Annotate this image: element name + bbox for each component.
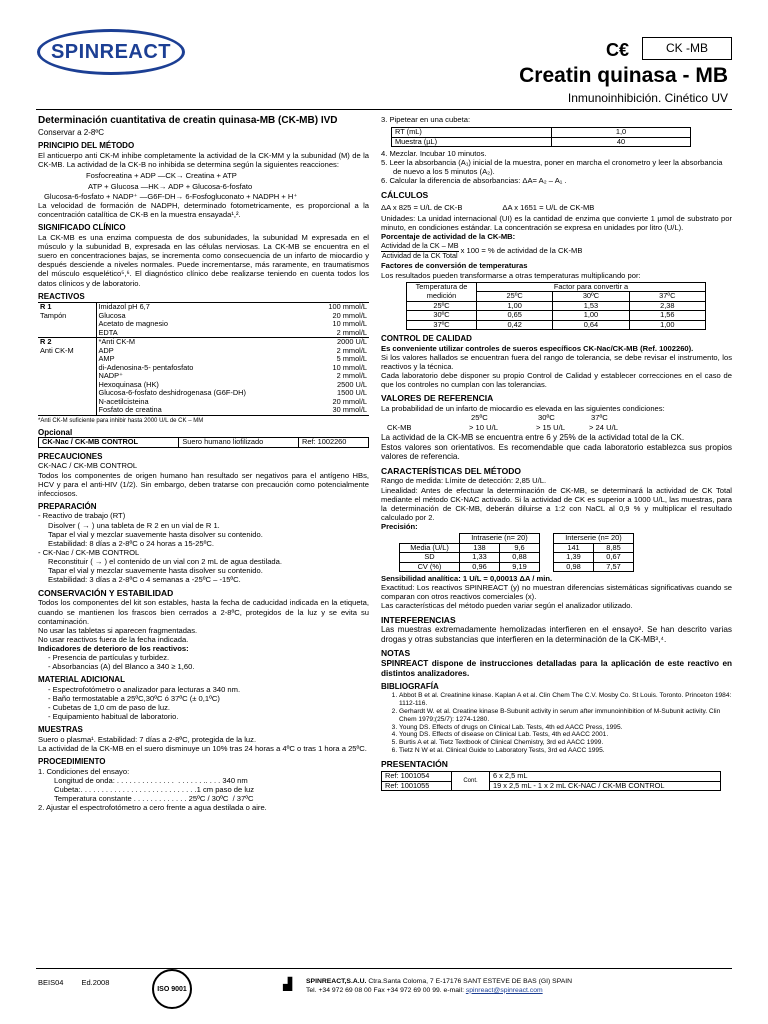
pip-value: 1,0 — [552, 128, 691, 138]
header-divider — [36, 109, 732, 110]
reagent-component: EDTA — [96, 329, 309, 338]
precauciones-heading: PRECAUCIONES — [38, 451, 103, 461]
control-text: Si los valores hallados se encuentran fuera del rango de tolerancia, se debe revisar el instrumento, los reactivos y la técnica. Cada laboratorio debe disponer su propio Control de Calidad y establecer correcciones en el caso de que los controles no cumplan con las tolerancias. — [381, 352, 732, 390]
prep-line: Estabilidad: 3 días a 2-8ºC o 4 semanas a -25ºC – -15ºC. — [48, 575, 241, 585]
reagent-component: Acetato de magnesio — [96, 320, 309, 329]
notas-heading: NOTAS — [381, 648, 411, 659]
temp-col: 37ºC — [629, 292, 705, 302]
reagent-type: Tampón — [40, 310, 67, 320]
list-item: - Absorbancias (A) del Blanco a 340 ≥ 1,60. — [48, 662, 369, 671]
list-item: 1. Abbot B et al. Creatinine kinase. Kaplan A et al. Clin Chem The C.V. Mosby Co. St Louis. Toronto. Princeton 1984: 1112-116. — [399, 692, 732, 708]
conservacion-heading: CONSERVACIÓN Y ESTABILIDAD — [38, 588, 174, 599]
doc-title: Determinación cuantitativa de creatin quinasa-MB (CK-MB) IVD — [38, 115, 338, 126]
reagent-concentration: 5 mmol/L — [336, 354, 367, 364]
temperature-table — [406, 282, 706, 331]
reagent-concentration: 20 mmol/L — [332, 310, 367, 320]
fraction-denominator: Actividad de la CK Total — [381, 250, 458, 260]
opcional-desc: Suero humano liofilizado — [179, 438, 299, 448]
caracteristicas-heading: CARACTERÍSTICAS DEL MÉTODO — [381, 466, 521, 477]
reagent-label — [38, 312, 96, 321]
ref-value: > 15 U/L — [536, 422, 565, 432]
temp-cell: 0,64 — [553, 320, 629, 330]
ref-value: > 24 U/L — [589, 422, 618, 432]
prec-head: Intraserie (n= 20) — [460, 534, 540, 544]
interferencias-text: Las muestras extremadamente hemolizadas interfieren en el ensayo². Se han descrito varias drogas y otras substancias que interfieren en la determinación de la CK-MB³,⁴. — [381, 624, 732, 644]
prep-line: Reconstituir ( → ) el contenido de un vial con 2 mL de agua destilada. — [48, 556, 282, 566]
bibliografia-list — [381, 692, 732, 755]
list-item: - Baño termostatable a 25ºC,30ºC ó 37ºC (± 0,1ºC) — [48, 694, 369, 703]
temp-cell: 30ºC — [407, 311, 477, 321]
list-item: 3. Young DS. Effects of drugs on Clinical Lab. Tests, 4th ed AACC Press, 1995. — [399, 724, 732, 732]
reagent-concentration: 2 mmol/L — [336, 371, 367, 381]
principio-text-2: La velocidad de formación de NADPH, determinado fotometricamente, es proporcional a la concentración catalítica de CK-B en la muestra ensayada¹,². — [38, 201, 369, 220]
temp-head: Temperatura de medición — [407, 282, 477, 301]
footer-code — [38, 978, 109, 987]
temp-col: 25ºC — [477, 292, 553, 302]
referencia-intro: La probabilidad de un infarto de miocardio es elevada en las siguientes condiciones: — [381, 403, 665, 413]
linealidad-text: Linealidad: Antes de efectuar la determinación de CK-MB, se determinará la actividad de CK Total mediante el método CK-NAC activado. Si la actividad de CK es superior a 1000 U/L, las muestras, para la determinación de CK-MB, deberán diluirse a 1:2 con NaCL al 0,9 % y multiplicar el resultado calculado por 2. — [381, 485, 732, 522]
fraction-numerator: Actividad de la CK – MB — [381, 241, 459, 251]
reagent-component: di-Adenosina-5- pentafosfato — [96, 364, 309, 373]
reagent-concentration: 30 mmol/L — [332, 405, 367, 415]
footer-email-link[interactable]: spinreact@spinreact.com — [465, 986, 543, 994]
list-item: 5. Burtis A et al. Tietz Textbook of Clinical Chemistry, 3rd ed AACC 1999. — [399, 739, 732, 747]
reagent-label — [38, 372, 96, 381]
prec-cell: 0,96 — [460, 562, 500, 572]
exactitud-text: Exactitud: Los reactivos SPINREACT (y) no muestran diferencias sistemáticas significativas cuando se comparan con otros reactivos comerciales (x). Las características del método pueden variar según el analizador utilizado. — [381, 583, 732, 611]
proc-condition: Cubeta:. . . . . . . . . . . . . . . . . . . . . . . . . . . .1 cm paso de luz — [54, 785, 255, 795]
prec-label: CV (%) — [400, 562, 460, 572]
temp-cell: 1,00 — [629, 320, 705, 330]
pres-ref: Ref: 1001055 — [382, 781, 452, 791]
reagent-label — [38, 406, 96, 415]
calc-formulas — [381, 203, 732, 212]
clinico-text: La CK-MB es una enzima compuesta de dos subunidades, la subunidad M expresada en el músculo y la subunidad B, expresada en las células nerviosas. La CK-MB se encuentra en el suero en concentraciones bajas, se incrementa como consecuencia de un infarto de miocardio y después desciende a niveles normales. Puede incrementarse, más raramente, en traumatismos del músculo esquelético⁵,⁶. El diagnóstico clínico debe realizarse teniendo en cuenta todos los datos clínicos y de laboratorio. — [38, 233, 369, 288]
proc-step: 6. Calcular la diferencia de absorbancias: ΔA= A₂ – A₁ . — [381, 176, 567, 186]
right-column — [381, 115, 732, 791]
principio-heading: PRINCIPIO DEL MÉTODO — [38, 141, 135, 151]
porcentaje-heading: Porcentaje de actividad de la CK-MB: — [381, 232, 516, 242]
reagent-component: AMP — [96, 355, 309, 364]
conservacion-text: Todos los componentes del kit son estables, hasta la fecha de caducidad indicada en la etiqueta, cuando se mantienen los frascos bien cerrados a 2-8ºC, protegidos de la luz y se evita su contaminación. No usar las tabletas si aparecen fragmentadas. No usar reactivos fuera de la fecha indicada. — [38, 598, 369, 644]
proc-step: 5. Leer la absorbancia (A₁) inicial de la muestra, poner en marcha el cronometro y leer la absorbancia de nuevo a los 5 minutos (A₂). — [381, 158, 723, 177]
prec-cell: 1,33 — [460, 553, 500, 563]
porcentaje-formula — [381, 242, 732, 260]
prec-head: Interserie (n= 20) — [554, 534, 634, 544]
prep-line: Disolver ( → ) una tableta de R 2 en un vial de R 1. — [48, 520, 220, 530]
footer-edition: Ed.2008 — [81, 978, 110, 987]
opcional-heading: Opcional — [38, 427, 73, 437]
reagent-label — [38, 347, 96, 356]
clinico-heading: SIGNIFICADO CLÍNICO — [38, 223, 126, 233]
reagent-concentration: 100 mmol/L — [309, 303, 369, 312]
prec-cell: 0,88 — [500, 553, 540, 563]
ref-label: CK-MB — [387, 422, 412, 432]
interferencias-heading: INTERFERENCIAS — [381, 614, 456, 625]
reaction-1: Fosfocreatina + ADP —CK→ Creatina + ATP — [86, 170, 237, 180]
pres-desc: 6 x 2,5 mL — [490, 772, 721, 782]
prec-cell: 9,19 — [500, 562, 540, 572]
footer-doc-code: BEIS04 — [38, 978, 64, 987]
referencia-text: La actividad de la CK-MB se encuentra entre 6 y 25% de la actividad total de la CK. Estos valores son orientativos. Es recomendable que cada laboratorio establezca sus propios valores de referencia. — [381, 432, 732, 462]
referencia-heading: VALORES DE REFERENCIA — [381, 393, 494, 404]
reagent-component: Glucosa — [96, 312, 309, 321]
temp-cell: 0,42 — [477, 320, 553, 330]
material-list — [38, 685, 369, 721]
spinreact-logo: SPINREACT — [37, 29, 185, 75]
temp-cell: 2,38 — [629, 301, 705, 311]
temp-cell: 25ºC — [407, 301, 477, 311]
list-item: - Equipamiento habitual de laboratorio. — [48, 712, 369, 721]
calc-ckmb: ΔA x 1651 = U/L de CK-MB — [502, 202, 595, 212]
reagent-concentration: 2500 U/L — [337, 379, 367, 389]
factores-heading: Factores de conversión de temperaturas — [381, 261, 528, 271]
reagent-component: N-acetilcisteina — [96, 398, 309, 407]
reagent-component: Glucosa-6-fosfato deshidrogenasa (G6F-DH) — [96, 389, 309, 398]
left-column — [38, 115, 369, 812]
footer-address — [306, 978, 572, 996]
pip-label: RT (mL) — [392, 128, 552, 138]
prec-cell: 138 — [460, 543, 500, 553]
proc-step-3: 3. Pipetear en una cubeta: — [381, 115, 471, 124]
reagent-concentration: 2 mmol/L — [336, 345, 367, 355]
temp-cell: 1,53 — [553, 301, 629, 311]
deterioro-list — [38, 653, 369, 671]
factory-icon: ▟ — [283, 977, 293, 991]
page-subtitle: Inmunoinhibición. Cinético UV — [567, 91, 728, 105]
preparacion-heading: PREPARACIÓN — [38, 501, 97, 511]
prec-cell: 1,39 — [554, 553, 594, 563]
iso-seal: ISO 9001 — [152, 969, 192, 1009]
reaction-2: ATP + Glucosa —HK→ ADP + Glucosa-6-fosfato — [88, 182, 253, 192]
reactivos-table — [38, 302, 369, 416]
pipetting-table — [391, 127, 691, 147]
preparacion-list — [38, 511, 369, 584]
opcional-table — [38, 437, 369, 448]
prec-cell: 7,57 — [594, 562, 634, 572]
ce-mark: C€ — [606, 40, 630, 60]
fraction — [381, 242, 459, 260]
prec-cell: 141 — [554, 543, 594, 553]
prec-cell: 9,6 — [500, 543, 540, 553]
prec-label: Media (U/L) — [400, 543, 460, 553]
storage-note: Conservar a 2-8ºC — [38, 127, 105, 137]
reactivos-heading: REACTIVOS — [38, 291, 85, 301]
reagent-label — [38, 389, 96, 398]
ref-temp: 30ºC — [538, 412, 555, 422]
reaction-3: Glucosa-6-fosfato + NADP⁺ —G6F-DH→ 6-Fosfogluconato + NADPH + H⁺ — [44, 192, 298, 202]
pres-desc: 19 x 2,5 mL - 1 x 2 mL CK-NAC / CK-MB CONTROL — [490, 781, 721, 791]
principio-text: El anticuerpo anti CK-M inhibe completamente la actividad de la CK-MM y la subunidad (M) de la CK-MB. La actividad de la CK-B no inhibida se determina según la siguientes reacciones: — [38, 150, 369, 169]
reagent-component: ADP — [96, 347, 309, 356]
pres-cont: Cont. — [452, 772, 490, 791]
list-item: - Presencia de partículas y turbidez. — [48, 653, 369, 662]
product-code: CK -MB — [642, 37, 732, 60]
list-item: - Cubetas de 1,0 cm de paso de luz. — [48, 703, 369, 712]
reagent-id: R 1 — [40, 302, 52, 312]
temp-cell: 0,65 — [477, 311, 553, 321]
reagent-concentration: 20 mmol/L — [332, 396, 367, 406]
precision-heading: Precisión: — [381, 521, 418, 531]
reagent-component: Hexoquinasa (HK) — [96, 381, 309, 390]
prec-cell: 0,67 — [594, 553, 634, 563]
ref-temp: 37ºC — [591, 412, 608, 422]
material-heading: MATERIAL ADICIONAL — [38, 675, 125, 685]
fraction-tail: x 100 = % de actividad de la CK-MB — [460, 246, 583, 256]
unidades-text: Unidades: La unidad internacional (UI) es la cantidad de enzima que convierte 1 µmol de substrato por minuto, en condiciones estándar. La concentración se expresa en unidades por litro (U/L). — [381, 213, 732, 232]
control-heading: CONTROL DE CALIDAD — [381, 334, 472, 344]
proc-step-1: 1. Condiciones del ensayo: — [38, 766, 130, 776]
pip-label: Muestra (µL) — [392, 137, 552, 147]
bibliografia-heading: BIBLIOGRAFÍA — [381, 682, 439, 692]
opcional-ref: Ref: 1002260 — [299, 438, 369, 448]
footer-street: Ctra.Santa Coloma, 7 E-17176 SANT ESTEVE DE BAS (GI) SPAIN — [368, 978, 573, 985]
prep-line: Estabilidad: 8 días a 2-8ºC o 24 horas a 15-25ºC. — [48, 538, 214, 548]
presentacion-heading: PRESENTACIÓN — [381, 759, 448, 770]
procedimiento-heading: PROCEDIMIENTO — [38, 757, 106, 767]
prep-line: Tapar el vial y mezclar suavemente hasta disolver su contenido. — [48, 566, 263, 576]
calc-ckb: ΔA x 825 = U/L de CK-B — [381, 202, 463, 212]
table-rule — [38, 416, 369, 417]
footer-phone: Tel. +34 972 69 08 00 Fax +34 972 69 00 99. e-mail: — [306, 986, 466, 994]
temp-cell: 1,56 — [629, 311, 705, 321]
precauciones-text: CK-NAC / CK-MB CONTROL Todos los componentes de origen humano han resultado ser negativos para el antígeno HBs, HCV y para el anti-HIV (1/2). Sin embargo, deben tratarse con precaución como potencialmente infecciosos. — [38, 461, 369, 498]
deterioro-heading: Indicadores de deterioro de los reactivos: — [38, 644, 189, 654]
reagent-concentration: 1500 U/L — [337, 388, 367, 398]
temp-head: Factor para convertir a — [477, 282, 706, 292]
rango-text: Rango de medida: Límite de detección: 2,85 U/L. — [381, 476, 547, 486]
reagent-id: R 2 — [40, 337, 52, 347]
proc-condition: Temperatura constante . . . . . . . . . . . . . 25ºC / 30ºC / 37ºC — [54, 794, 254, 804]
muestras-text: Suero o plasma¹. Estabilidad: 7 días a 2-8ºC, protegida de la luz. La actividad de la CK-MB en el suero disminuye un 10% tras 24 horas a 4ºC o tras 1 hora a 25ºC. — [38, 734, 367, 754]
list-item: 4. Young DS. Effects of disease on Clinical Lab. Tests, 4th ed AACC 2001. — [399, 731, 732, 739]
pip-value: 40 — [552, 137, 691, 147]
referencia-values — [381, 413, 732, 433]
proc-step: 4. Mezclar. Incubar 10 minutos. — [381, 149, 487, 159]
factores-text: Los resultados pueden transformarse a otras temperaturas multiplicando por: — [381, 270, 641, 280]
temp-cell: 1,00 — [477, 301, 553, 311]
temp-cell: 1,00 — [553, 311, 629, 321]
prec-label: SD — [400, 553, 460, 563]
list-item: 6. Tietz N W et al. Clinical Guide to Laboratory Tests, 3rd ed AACC 1995. — [399, 747, 732, 755]
footer-company: SPINREACT,S.A.U. — [306, 978, 367, 985]
reagent-label — [38, 364, 96, 373]
page-title: Creatin quinasa - MB — [519, 64, 728, 87]
footer-divider — [36, 968, 732, 969]
sensibilidad-text: Sensibilidad analítica: 1 U/L = 0,00013 ΔA / min. — [381, 574, 553, 584]
prec-cell: 8,85 — [594, 543, 634, 553]
presentacion-table — [381, 771, 721, 791]
ref-value: > 10 U/L — [469, 422, 498, 432]
reactivos-note: *Anti CK-M suficiente para inhibir hasta 2000 U/L de CK – MM — [38, 417, 204, 424]
list-item: - Espectrofotómetro o analizador para lecturas a 340 nm. — [48, 685, 369, 694]
reagent-concentration: 10 mmol/L — [332, 362, 367, 372]
prep-line: - Reactivo de trabajo (RT) — [38, 511, 126, 521]
reagent-label — [38, 398, 96, 407]
pres-ref: Ref: 1001054 — [382, 772, 452, 782]
precision-table — [399, 533, 634, 572]
control-bold: Es conveniente utilizar controles de sueros específicos CK-Nac/CK-MB (Ref. 1002260). — [381, 343, 694, 353]
reagent-component: *Anti CK-M — [96, 338, 309, 347]
temp-col: 30ºC — [553, 292, 629, 302]
temp-cell: 37ºC — [407, 320, 477, 330]
proc-condition: Longitud de onda: . . . . . . . . . . . . . . . . . . . . .. . . . 340 nm — [54, 775, 248, 785]
notas-text: SPINREACT dispone de instrucciones detalladas para la aplicación de este reactivo en distintos analizadores. — [381, 658, 732, 678]
prep-line: - CK-Nac / CK-MB CONTROL — [38, 547, 140, 557]
reagent-concentration: 10 mmol/L — [332, 319, 367, 329]
ref-temp: 25ºC — [471, 412, 488, 422]
reagent-label — [38, 381, 96, 390]
prec-cell: 0,98 — [554, 562, 594, 572]
opcional-name: CK-Nac / CK-MB CONTROL — [39, 438, 179, 448]
proc-step-2: 2. Ajustar el espectrofotómetro a cero frente a agua destilada o aire. — [38, 803, 267, 813]
reagent-concentration: 2000 U/L — [309, 338, 369, 347]
reagent-component: NADP⁺ — [96, 372, 309, 381]
prep-line: Tapar el vial y mezclar suavemente hasta disolver su contenido. — [48, 529, 263, 539]
reagent-concentration: 2 mmol/L — [336, 327, 367, 337]
list-item: 2. Gerhardt W. et al. Creatine kinase B-Subunit activity in serum after immunoinhibition of M-Subunit activity. Clin Chem 1979;(25/7): 1274-1280. — [399, 708, 732, 724]
reagent-component: Imidazol pH 6,7 — [96, 303, 309, 312]
reagent-component: Fosfato de creatina — [96, 406, 309, 415]
muestras-heading: MUESTRAS — [38, 725, 83, 735]
reagent-label — [38, 320, 96, 329]
reagent-label — [38, 355, 96, 364]
calculos-heading: CÁLCULOS — [381, 189, 429, 200]
reagent-type: Anti CK-M — [40, 345, 74, 355]
